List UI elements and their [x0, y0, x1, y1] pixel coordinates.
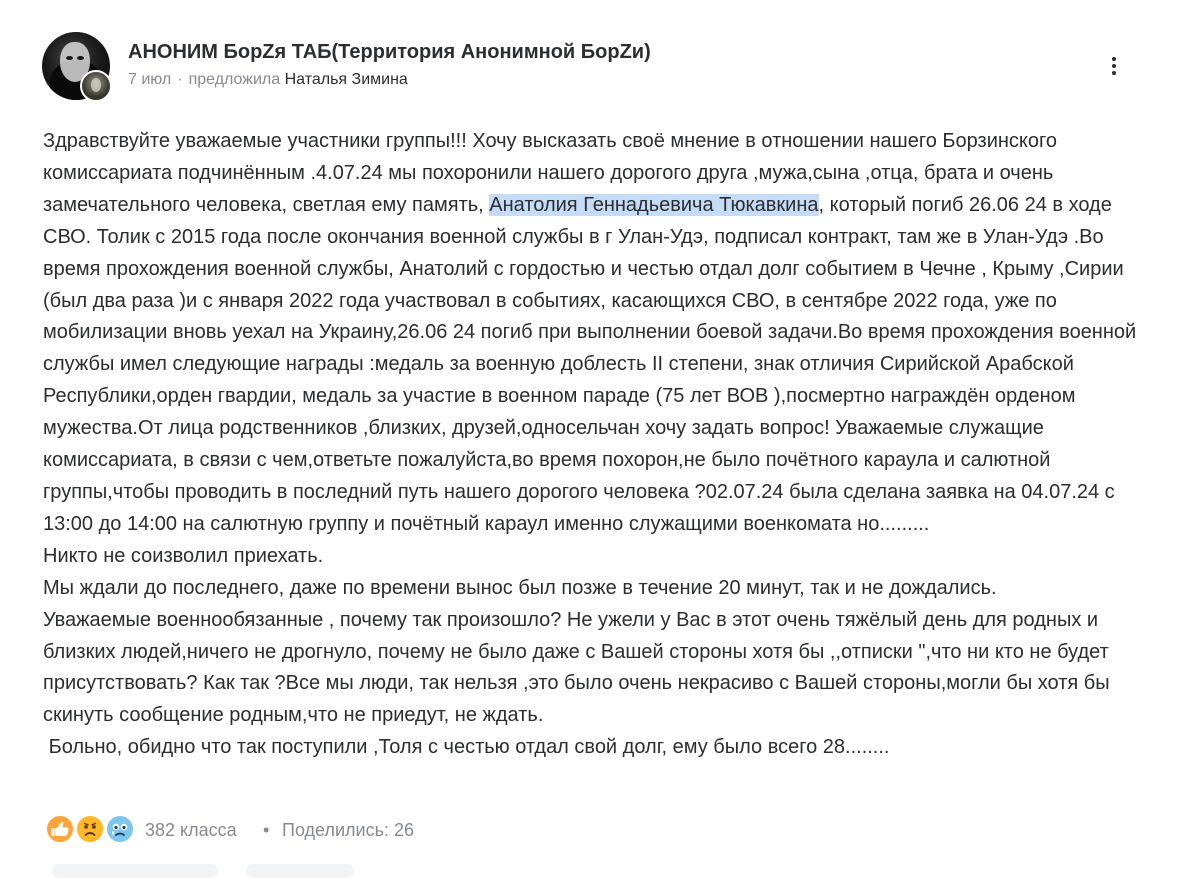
sad-reaction-icon[interactable]	[75, 814, 105, 844]
post-date[interactable]: 7 июл	[128, 71, 172, 88]
more-dot	[1112, 71, 1116, 75]
meta-separator: ·	[177, 71, 183, 88]
footer-separator: •	[263, 820, 270, 840]
classes-count[interactable]: 382 класса	[145, 820, 237, 840]
more-dot	[1112, 57, 1116, 61]
more-dot	[1112, 64, 1116, 68]
shares-count[interactable]: Поделились: 26	[282, 820, 414, 840]
group-name-link[interactable]: АНОНИМ БорZя ТАБ(Территория Анонимной БорZи)	[128, 41, 651, 63]
post-meta	[128, 71, 408, 89]
group-avatar-wrap[interactable]	[42, 32, 112, 102]
post-text-part-2: , который погиб 26.06 24 в ходе СВО. Толик с 2015 года после окончания военной службы в г Улан-Удэ, подписал контракт, там же в Улан-Удэ .Во время прохождения военной службы, Анатолий с гордостью и честью отдал долг событием в Чечне , Крыму ,Сирии (был два раза )и с января 2022 года участвовал в событиях, касающихся СВО, в сентябре 2022 года, уже по мобилизации вновь уехал на Украину,26.06 24 погиб при выполнении боевой задачи.Во время прохождения военной службы имел следующие награды :медаль за военную доблесть II степени, знак отличия Сирийской Арабской Республики,орден гвардии, медаль за участие в военном параде (75 лет ВОВ ),посмертно награждён орденом мужества.От лица родственников ,близких, друзей,односельчан хочу задать вопрос! Уважаемые служащие комиссариата, в связи с чем,ответьте пожалуйста,во время похорон,не было почётного караула и салютной группы,чтобы проводить в последний путь нашего дорогого человека ?02.07.24 была сделана заявка на 04.07.24 с 13:00 до 14:00 на салютную группу и почётный караул именно служащими военкомата но......... Никто не соизволил приехать. Мы ждали до последнего, даже по времени вынос был позже в течение 20 минут, так и не дождались. Уважаемые военнообязанные , почему так произошло? Не ужели у Вас в этот очень тяжёлый день для родных и близких людей,ничего не дрогнуло, почему не было даже с Вашей стороны хотя бы ,,отписки ",что ни кто не будет присутствовать? Как так ?Все мы люди, так нельзя ,это было очень некрасиво с Вашей стороны,могли бы хотя бы скинуть сообщение родным,что не приедут, не ждать. Больно, обидно что так поступили ,Толя с честью отдал свой долг, ему было всего 28........	[43, 193, 1137, 759]
highlighted-text: Анатолия Геннадьевича Тюкавкина	[489, 193, 819, 216]
like-reaction-icon[interactable]	[45, 814, 75, 844]
comment-button[interactable]	[52, 864, 218, 878]
cry-reaction-icon[interactable]	[105, 814, 135, 844]
reactions-group[interactable]	[45, 814, 137, 846]
post-footer	[45, 812, 645, 848]
suggested-label: предложила	[188, 71, 281, 88]
post-text-part-1: Здравствуйте уважаемые участники группы!!! Хочу высказать своё мнение в отношении нашего Борзинского комиссариата подчинённым .4.07.24 мы похоронили нашего дорогого друга ,мужа,сына ,отца, брата и очень замечательного человека, светлая ему память,	[43, 130, 1063, 216]
post-header	[42, 32, 1142, 102]
post-body	[43, 126, 1138, 764]
more-options-icon[interactable]	[1102, 50, 1126, 82]
author-avatar[interactable]	[80, 70, 112, 102]
author-link[interactable]: Наталья Зимина	[284, 71, 408, 88]
share-button[interactable]	[246, 864, 354, 878]
